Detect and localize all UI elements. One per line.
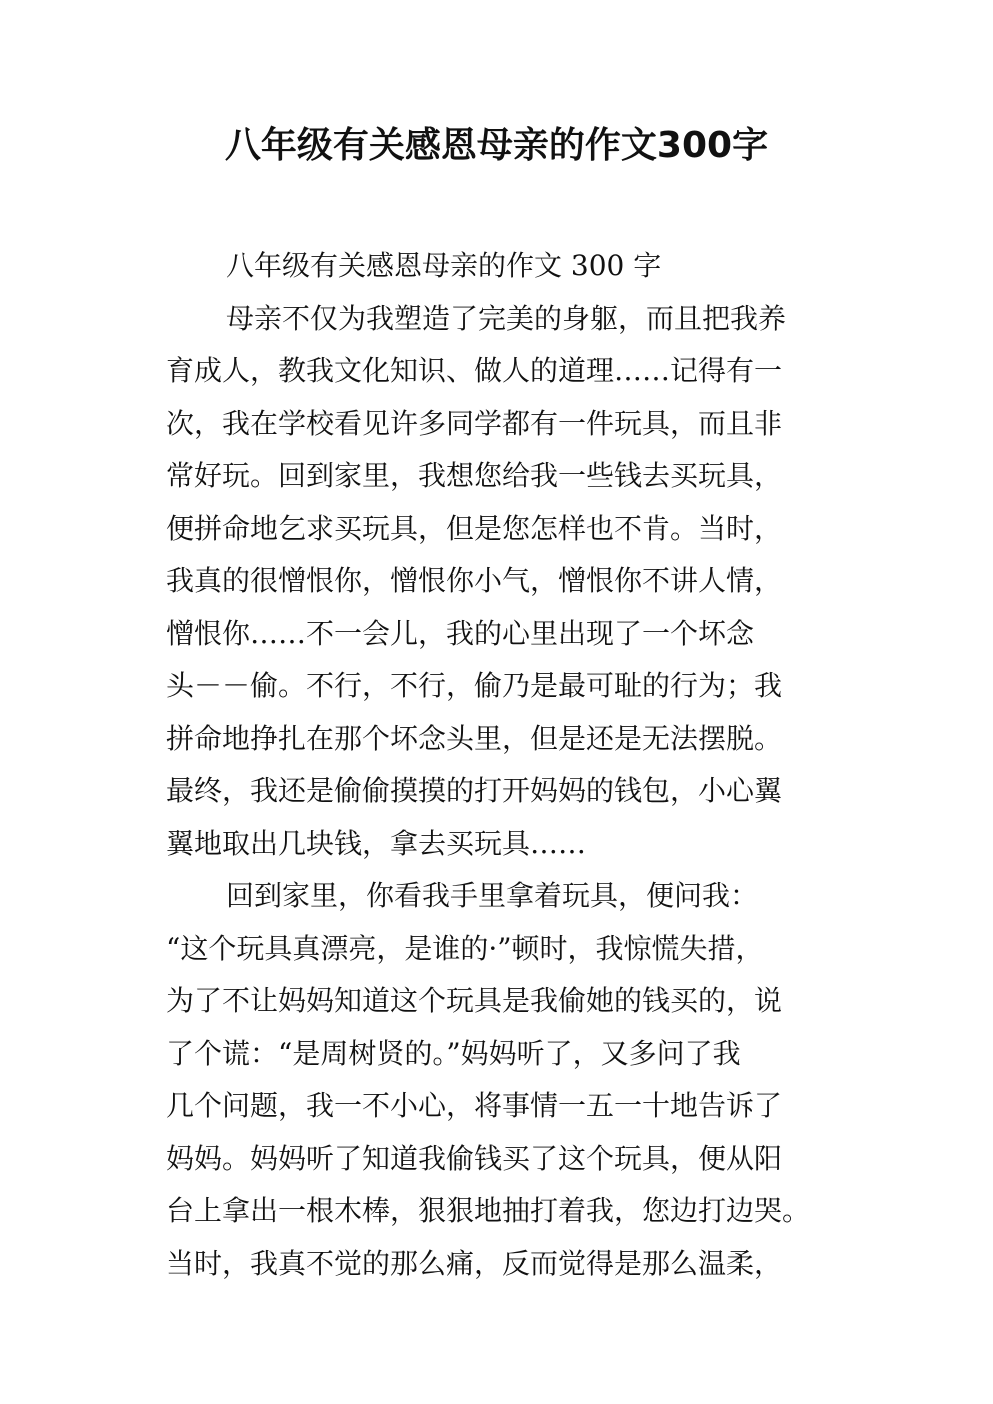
- text-line: 头－－偷。不行，不行，偷乃是最可耻的行为；我: [166, 669, 783, 702]
- text-line: “这个玩具真漂亮，是谁的·”顿时，我惊慌失措，: [166, 931, 764, 965]
- text-line: 次，我在学校看见许多同学都有一件玩具，而且非: [166, 406, 783, 440]
- text-line: 翼地取出几块钱，拿去买玩具……: [166, 826, 587, 860]
- text-line: 憎恨你……不一会儿，我的心里出现了一个坏念: [166, 616, 755, 650]
- text-line: 常好玩。回到家里，我想您给我一些钱去买玩具，: [166, 459, 783, 492]
- text-line: 母亲不仅为我塑造了完美的身躯，而且把我养: [226, 301, 787, 335]
- text-line: 育成人，教我文化知识、做人的道理……记得有一: [166, 354, 783, 387]
- document-body: [166, 240, 856, 1290]
- text-line: 当时，我真不觉的那么痛，反而觉得是那么温柔，: [166, 1246, 783, 1280]
- text-line: 八年级有关感恩母亲的作文 300 字: [226, 249, 662, 282]
- text-line: 台上拿出一根木棒，狠狠地抽打着我，您边打边哭。: [166, 1194, 811, 1227]
- text-line: 拼命地挣扎在那个坏念头里，但是还是无法摆脱。: [166, 721, 783, 755]
- text-line: 回到家里，你看我手里拿着玩具，便问我：: [226, 879, 759, 912]
- text-line: 妈妈。妈妈听了知道我偷钱买了这个玩具，便从阳: [166, 1141, 783, 1175]
- document-title: 八年级有关感恩母亲的作文300字: [224, 125, 769, 166]
- text-line: 我真的很憎恨你，憎恨你小气，憎恨你不讲人情，: [166, 564, 783, 597]
- text-line: 为了不让妈妈知道这个玩具是我偷她的钱买的，说: [166, 984, 783, 1017]
- text-line: 便拼命地乞求买玩具，但是您怎样也不肯。当时，: [166, 511, 783, 545]
- text-line: 最终，我还是偷偷摸摸的打开妈妈的钱包，小心翼: [166, 774, 783, 807]
- text-line: 了个谎：“是周树贤的。”妈妈听了，又多问了我: [166, 1036, 741, 1070]
- text-line: 几个问题，我一不小心，将事情一五一十地告诉了: [166, 1089, 783, 1122]
